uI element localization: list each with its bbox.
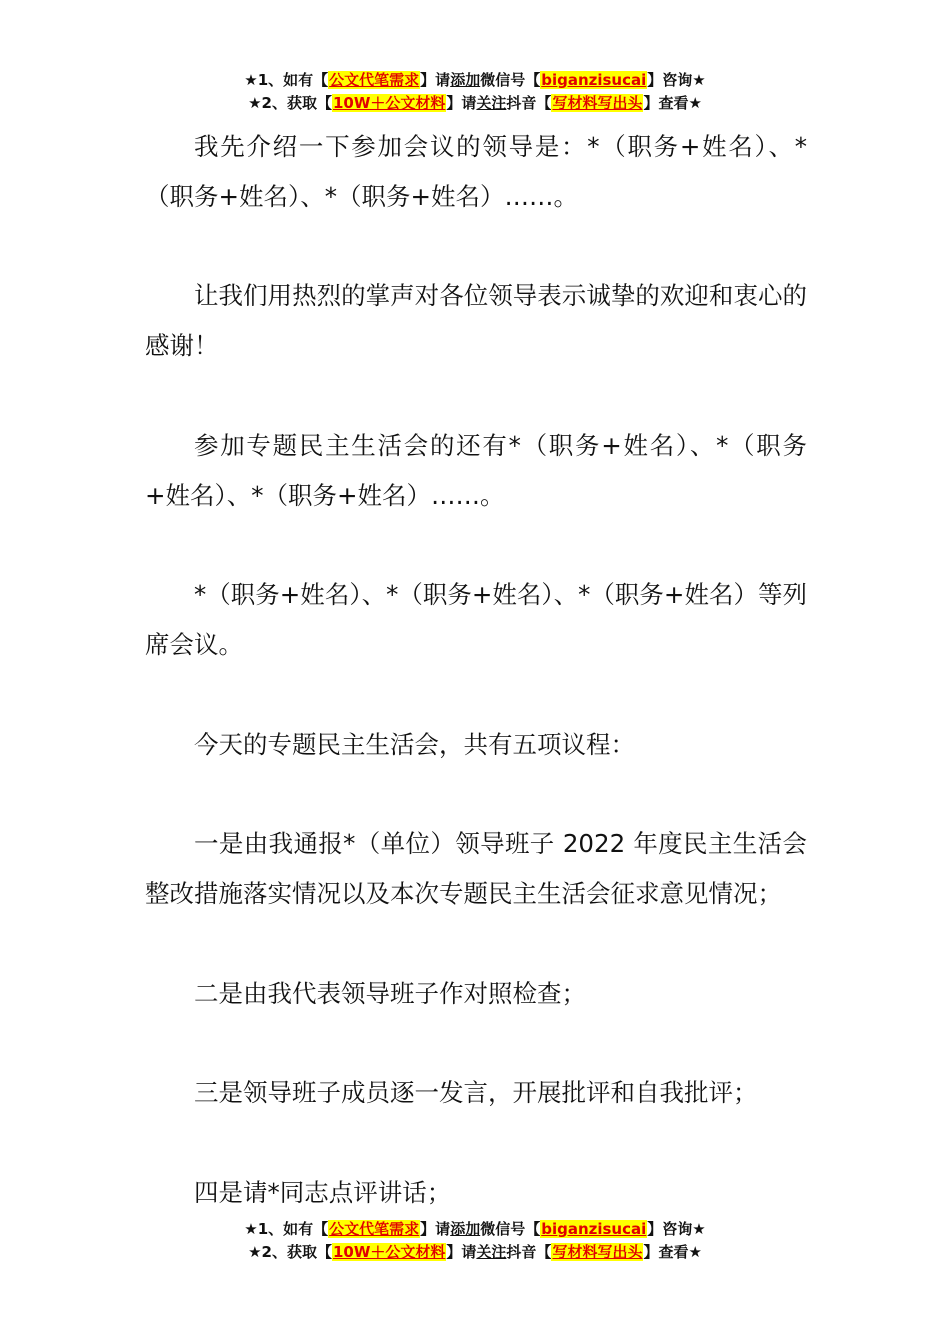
footer-promo-banner [0,1218,950,1264]
promo-line-1-prefix: ★1、如有【 [244,1220,329,1238]
promo-line-2-prefix: ★2、获取【 [248,1243,332,1261]
promo-line-2-mid: 】请 [446,1243,477,1261]
promo-line-2-highlight-materials: 10W＋公文材料 [332,94,446,112]
promo-line-2-emph: 关注 [476,94,507,112]
promo-line-2-highlight-douyin: 写材料写出头 [552,94,643,112]
paragraph-leaders-intro: 我先介绍一下参加会议的领导是：*（职务+姓名）、*（职务+姓名）、*（职务+姓名）……。 [145,132,807,211]
promo-line-1-highlight-wechat: biganzisucai [541,71,647,89]
document-body [145,122,807,1218]
promo-line-2-mid2: 抖音【 [506,1243,552,1261]
promo-line-1-emph: 添加 [450,71,481,89]
promo-line-2-suffix: 】查看★ [643,1243,702,1261]
promo-line-1 [0,1218,950,1241]
promo-line-2-prefix: ★2、获取【 [248,94,332,112]
promo-line-2-highlight-materials: 10W＋公文材料 [332,1243,446,1261]
promo-line-2-mid: 】请 [446,94,477,112]
promo-line-2-highlight-douyin: 写材料写出头 [552,1243,643,1261]
promo-line-1-mid2: 微信号【 [480,1220,541,1238]
promo-line-1-highlight-service: 公文代笔需求 [329,1220,420,1238]
paragraph-other-attendees: 参加专题民主生活会的还有*（职务+姓名）、*（职务+姓名）、*（职务+姓名）……。 [145,430,807,510]
paragraph-agenda-intro: 今天的专题民主生活会，共有五项议程： [194,729,635,759]
paragraph-observers: *（职务+姓名）、*（职务+姓名）、*（职务+姓名）等列席会议。 [145,580,807,659]
promo-line-1-prefix: ★1、如有【 [244,71,329,89]
promo-line-1 [0,69,950,92]
paragraph-agenda-item-2: 二是由我代表领导班子作对照检查； [194,978,586,1008]
promo-line-2-suffix: 】查看★ [643,94,702,112]
header-promo-banner [0,69,950,115]
promo-line-1-suffix: 】咨询★ [647,71,706,89]
promo-line-1-emph: 添加 [450,1220,481,1238]
promo-line-1-mid: 】请 [420,1220,451,1238]
promo-line-1-suffix: 】咨询★ [647,1220,706,1238]
promo-line-1-mid: 】请 [420,71,451,89]
promo-line-2 [0,92,950,115]
promo-line-2-emph: 关注 [476,1243,507,1261]
paragraph-welcome-applause: 让我们用热烈的掌声对各位领导表示诚挚的欢迎和衷心的感谢！ [145,281,807,361]
promo-line-1-highlight-service: 公文代笔需求 [329,71,420,89]
paragraph-agenda-item-3: 三是领导班子成员逐一发言，开展批评和自我批评； [194,1078,758,1108]
promo-line-2-mid2: 抖音【 [506,94,552,112]
promo-line-1-mid2: 微信号【 [480,71,541,89]
paragraph-agenda-item-4: 四是请*同志点评讲话； [194,1177,452,1207]
paragraph-agenda-item-1: 一是由我通报*（单位）领导班子 2022 年度民主生活会整改措施落实情况以及本次专题民主生活会征求意见情况； [145,829,807,908]
promo-line-1-highlight-wechat: biganzisucai [541,1220,647,1238]
promo-line-2 [0,1241,950,1264]
